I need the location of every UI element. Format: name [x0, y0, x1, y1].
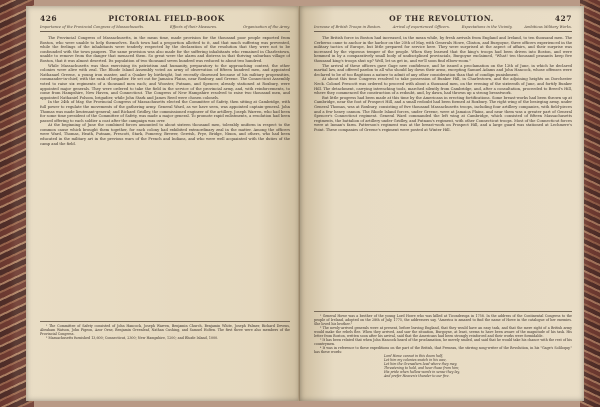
paragraph: But little progress had been made at this time by the Americans in erecting fortifications. Some breast-works had been thrown up at Cambridge, near the foot of Prospect Hill, and a small redoubt had been formed at Roxbury. The right wing of the besieging army, under General Thomas, was at Roxbury, consisting of five thousand Massachusetts troops, including four artillery companies, with field-pieces and a few heavy cannon. The Rhode Island forces, under Greene, were at Jamaica Plains, and near them was a greater part of General Spencer's Connecticut regiment. General Ward commanded the left wing at Cambridge, which consisted of fifteen Massachusetts regiments, the battalion of artillery under Gridley, and Putnam's regiment, with other Connecticut troops. Most of the Connecticut forces were at Inman's farm. Patterson's regiment was at the breast-work on Prospect Hill, and a large guard was stationed at Lechmere's Point. These companies of Greene's regiment were posted at Winter Hill.: [314, 95, 572, 132]
left-running-title: PICTORIAL FIELD-BOOK: [108, 14, 225, 23]
poem-verse: [314, 355, 572, 378]
footnote: ¹ General Howe was a brother of the young Lord Howe who was killed at Ticonderoga in 1758. In the address of the Continental Congress to the people of Ireland, adopted on the 28th of July, 1775, the addressers say, "America is amazed to find the name of Howe in the catalogue of her enemies. She loved his brother.": [314, 314, 572, 326]
right-subhead: Expectations in the Vicinity.: [461, 25, 513, 29]
paragraph: While Massachusetts was thus exercising its patriotism and humanity, preparatory to the approaching contest, the other colonies were alive with zeal. The Rhode Island Assembly voted an army of observation of fifteen hundred men, and appointed Nathanael Greene, a young iron master, and a Quaker by birthright, but recently disowned because of his military propensities, commander-in-chief, with the rank of brigadier. He set out for Jamaica Plains, near Roxbury, and Greene. The Connecticut Assembly voted to raise six regiments of a thousand men each; and Wooster, Putnam, and Spencer, already stationed at Roxbury, were appointed major generals. They were ordered to take the field in the service of the provincial army, and, with reinforcements, to come from Hampshire, New Haven, and Connecticut. The Congress of New Hampshire resolved to raise two thousand men, and appointed Nathaniel Folsom, brigadier, while John Stark and James Reed were chosen colonels.: [40, 63, 290, 100]
paragraph: The Provincial Congress of Massachusetts, in the mean time, made provision for the thousand poor people exported from Boston, who were unable to help themselves. Each town had a proportion allotted to it, and that much suffering was prevented, while the feelings of the inhabitants were tenderly respected by the declaration of the resolution that they were not to be confounded with the town paupers. The same provision was also made for the suffering inhabitants who remained in Charlestown, unable to remove from the danger that menaced them. So great were the alarm and distress in that thriving suburban village of Boston, that it was almost deserted. Its population of two thousand seven hundred was reduced to about two hundred.: [40, 36, 290, 63]
footnote: ¹ The Committee of Safety consisted of John Hancock, Joseph Warren, Benjamin Church, Benjamin White, Joseph Palmer, Richard Devens, Abraham Watson, John Pigeon, Azor Orne, Benjamin Greenleaf, Nathan Cushing, and Samuel Holten. The first three were also members of the Provincial Congress.: [40, 324, 290, 336]
poem-line: Threatening to hold, and hear those from him;: [384, 365, 460, 370]
left-page-content: [40, 14, 290, 393]
left-subhead: Importance of the Provincial Congress of Massachusetts.: [40, 25, 145, 29]
right-body-text: [314, 36, 572, 308]
left-footnotes: [40, 321, 290, 394]
paragraph: The British force in Boston had increased, in the mean while, by fresh arrivals from England and Ireland, to ten thousand men. The Cerberus came to anchor in the harbor on the 25th of May, with Generals Howe, Clinton, and Burgoyne, three officers experienced in the military tactics of Europe, but little prepared for service here. They were surprised at the aspect of affairs, and their surprise was increased by the vigorous temper of the people. When they learned that the king's troops had been driven into Boston, and were hemmed in by a comparatively small body of undisciplined provincials, Burgoyne exclaimed, "What! ten thousand peasants keep five thousand king's troops shut up? Well, let us get in, and we'll soon find elbow-room.": [314, 36, 572, 63]
poem-line: Lord Howe cannot in this doom half,: [384, 354, 443, 358]
poem-line: Let him my colonies snatch in his awe,: [384, 357, 447, 362]
left-page-header: [40, 14, 290, 23]
poem-line: And prefer Heaven's thunder to our fire.: [384, 373, 450, 378]
left-page-number: 426: [40, 14, 58, 23]
footnote: ⁴ It was in reference to these expeditions on the part of the British, that Freneau, the stirring song-writer of the Revolution, in his "Gage's Soliloquy," has these words:: [314, 346, 572, 354]
right-footnotes: [314, 311, 572, 392]
right-page-header: [314, 14, 572, 23]
footnote: ³ It has been related that when John Hancock heard of the proclamation, he merely smiled, and said that he would take his chance with the rest of his countrymen.: [314, 338, 572, 346]
left-subhead: Effects of their Measures.: [170, 25, 218, 29]
poem-line: Let him the Grenadiers lead where they may,: [384, 361, 457, 366]
right-page: [300, 6, 584, 401]
footnote: ² Massachusetts furnished 13,600; Connecticut, 2300; New Hampshire, 1200; and Rhode Island, 1000.: [46, 336, 219, 340]
poem-line: His pride when hollow words in sense they lay,: [384, 369, 460, 374]
left-page: [26, 6, 300, 401]
right-page-content: [314, 14, 572, 393]
left-subhead: Organization of the Army.: [243, 25, 290, 29]
footnote: ² The newly-arrived generals were at present, before leaving England, that they would have an easy task, and that the mere sight of a British army would make the rebels flee. When they arrived, and saw the situation, Burgoyne, at least, seems to have been aware of the magnitude of his task. His letter from Boston, written soon after his arrival, said that the Americans had been strongly reinforced and their works were formidable.: [314, 326, 572, 338]
paragraph: At about this time Congress resolved to take possession of Bunker Hill, in Charlestown, and the adjoining heights on Dorchester Neck. Colonel Prescott was ordered to proceed with about a thousand men, on the evening of the sixteenth of June, and fortify Bunker Hill. The detachment, carrying intrenching tools, marched silently from Cambridge, and, after a consultation, proceeded to Breed's Hill, where they commenced the construction of a redoubt, and, by dawn, had thrown up a strong breastwork.: [314, 77, 572, 96]
right-running-title: OF THE REVOLUTION.: [389, 14, 494, 23]
paragraph: At the beginning of June the combined forces amounted to about sixteen thousand men, tolerably uniform in respect to the common cause which brought them together, for each colony had exhibited extraordinary zeal in the matter. Among the officers were Ward, Thomas, Heath, Putnam, Prescott, Stark, Pomeroy, Brewer, Gerrish, Frye, Bridge, Nixon, and others, who had been educated in the military art in the previous wars of the French and Indians, and who were well acquainted with the duties of the camp and the field.: [40, 123, 290, 146]
paragraph: In the 24th of May, the Provincial Congress of Massachusetts elected the Committee of Safety, then sitting at Cambridge, with full power to regulate the movements of the gathering army. General Ward, as we have seen, was appointed captain-general. John Thomas was made lieutenant-general; and Richard Gridley, the commissioned engineer of the artillery. Joseph Warren, who had been for some time president of the Committee of Safety, was made a major general. To promote rapid enlistments, a resolution had been passed offering to each soldier a coat after the campaign was over.: [40, 100, 290, 123]
right-subheads: [314, 25, 572, 32]
right-subhead: Arrival of experienced Officers.: [392, 25, 450, 29]
left-body-text: [40, 36, 290, 318]
paragraph: The arrival of these officers gave Gage new confidence, and he issued a proclamation on the 12th of June, in which he declared martial law, and offered pardon to all who should lay down their arms, excepting Samuel Adams and John Hancock, whose offenses were declared to be of too flagitious a nature to admit of any other consideration than that of condign punishment.: [314, 63, 572, 77]
left-subheads: [40, 25, 290, 32]
right-subhead: Ambitious Military Works.: [524, 25, 572, 29]
right-page-number: 427: [554, 14, 572, 23]
right-subhead: Increase of British Troops in Boston.: [314, 25, 381, 29]
